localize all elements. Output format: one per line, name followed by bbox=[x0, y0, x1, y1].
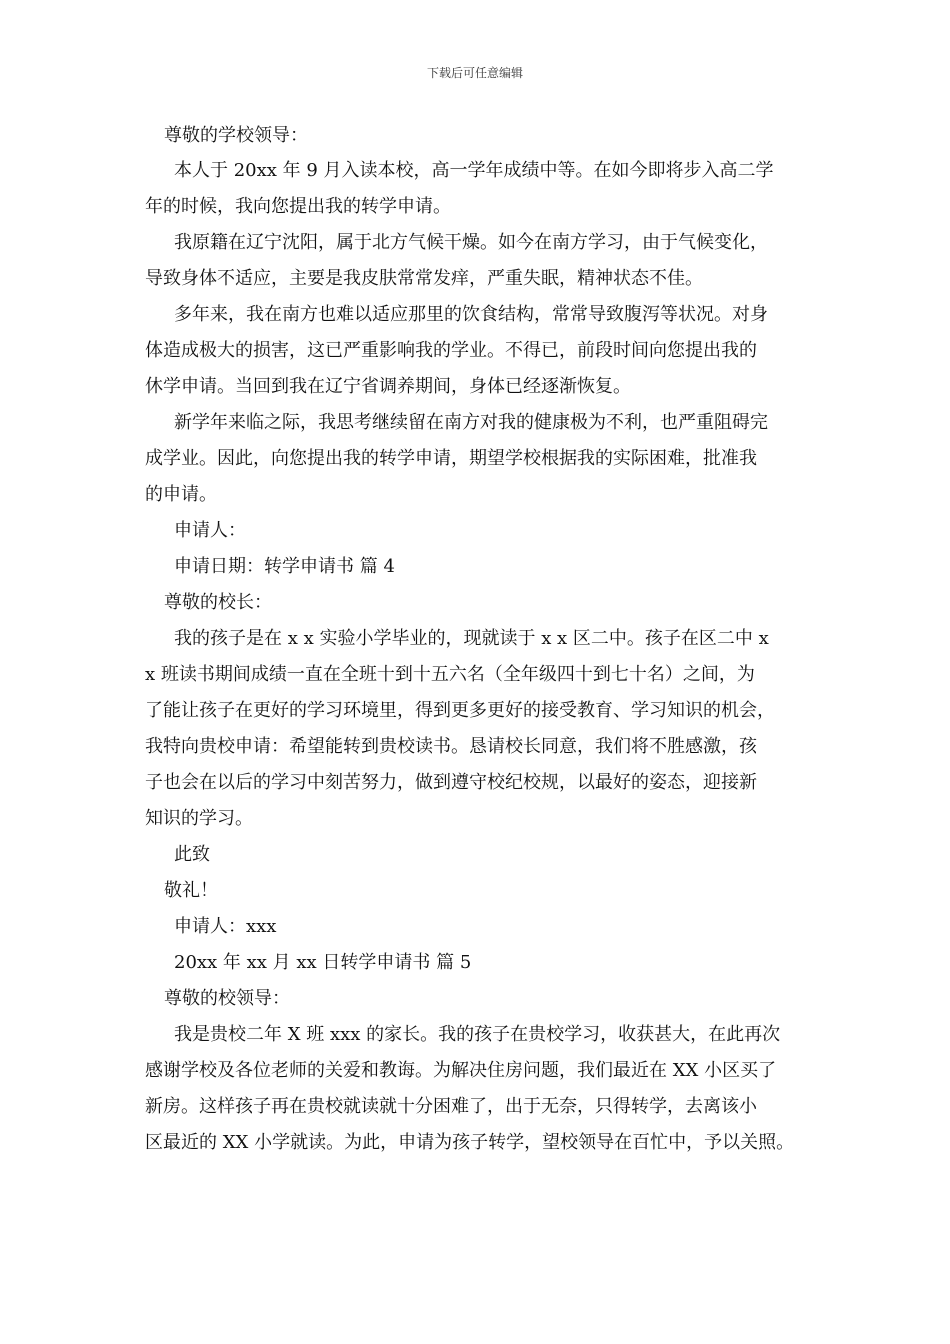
paragraph-line: 的申请。 bbox=[145, 484, 217, 505]
paragraph-line: 我特向贵校申请：希望能转到贵校读书。恳请校长同意，我们将不胜感激，孩 bbox=[145, 736, 757, 757]
applicant-line: 申请人： bbox=[174, 520, 246, 541]
paragraph-line: 新学年来临之际，我思考继续留在南方对我的健康极为不利，也严重阻碍完 bbox=[174, 412, 768, 433]
paragraph-line: 导致身体不适应，主要是我皮肤常常发痒，严重失眠，精神状态不佳。 bbox=[145, 268, 703, 289]
paragraph-line: x 班读书期间成绩一直在全班十到十五六名（全年级四十到七十名）之间，为 bbox=[145, 664, 755, 685]
paragraph-line: 子也会在以后的学习中刻苦努力，做到遵守校纪校规，以最好的姿态，迎接新 bbox=[145, 772, 757, 793]
salutation-principal: 尊敬的校长： bbox=[164, 592, 272, 613]
paragraph-line: 我的孩子是在 x x 实验小学毕业的，现就读于 x x 区二中。孩子在区二中 x bbox=[174, 628, 769, 649]
paragraph-line: 成学业。因此，向您提出我的转学申请，期望学校根据我的实际困难，批准我 bbox=[145, 448, 757, 469]
salutation-school-leaders: 尊敬的校领导： bbox=[164, 988, 290, 1009]
date-section-title: 20xx 年 xx 月 xx 日转学申请书 篇 5 bbox=[174, 952, 472, 973]
closing-salute: 敬礼！ bbox=[164, 880, 218, 901]
closing-line: 此致 bbox=[174, 844, 210, 865]
paragraph-line: 本人于 20xx 年 9 月入读本校，高一学年成绩中等。在如今即将步入高二学 bbox=[174, 160, 774, 181]
paragraph-line: 了能让孩子在更好的学习环境里，得到更多更好的接受教育、学习知识的机会， bbox=[145, 700, 775, 721]
paragraph-line: 知识的学习。 bbox=[145, 808, 253, 829]
paragraph-line: 年的时候，我向您提出我的转学申请。 bbox=[145, 196, 451, 217]
salutation-school-leaders: 尊敬的学校领导： bbox=[164, 125, 308, 146]
paragraph-line: 多年来，我在南方也难以适应那里的饮食结构，常常导致腹泻等状况。对身 bbox=[174, 304, 768, 325]
date-section-title: 申请日期：转学申请书 篇 4 bbox=[174, 556, 395, 577]
applicant-line: 申请人：xxx bbox=[174, 916, 277, 937]
page-header-note: 下载后可任意编辑 bbox=[426, 66, 523, 80]
paragraph-line: 新房。这样孩子再在贵校就读就十分困难了，出于无奈，只得转学，去离该小 bbox=[145, 1096, 757, 1117]
paragraph-line: 感谢学校及各位老师的关爱和教诲。为解决住房问题，我们最近在 XX 小区买了 bbox=[145, 1060, 777, 1081]
paragraph-line: 休学申请。当回到我在辽宁省调养期间，身体已经逐渐恢复。 bbox=[145, 376, 631, 397]
paragraph-line: 我原籍在辽宁沈阳，属于北方气候干燥。如今在南方学习，由于气候变化， bbox=[174, 232, 768, 253]
paragraph-line: 区最近的 XX 小学就读。为此，申请为孩子转学，望校领导在百忙中，予以关照。 bbox=[145, 1132, 795, 1153]
paragraph-line: 体造成极大的损害，这已严重影响我的学业。不得已，前段时间向您提出我的 bbox=[145, 340, 757, 361]
paragraph-line: 我是贵校二年 X 班 xxx 的家长。我的孩子在贵校学习，收获甚大，在此再次 bbox=[174, 1024, 781, 1045]
